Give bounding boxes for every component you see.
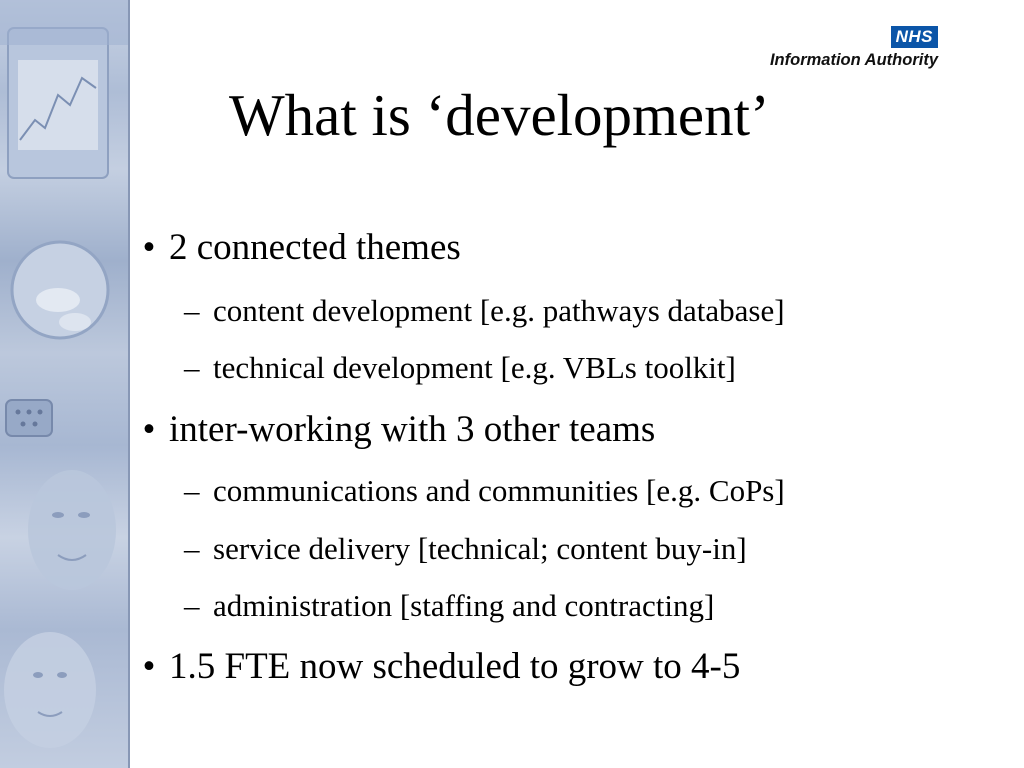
- bullet-marker: •: [142, 409, 156, 450]
- sub-bullet-item: [184, 292, 785, 330]
- sub-bullet-marker: –: [184, 350, 200, 385]
- organisation-name: Information Authority: [769, 51, 938, 69]
- bullet-marker: •: [142, 646, 156, 687]
- sub-bullet-marker: –: [184, 531, 200, 566]
- bullet-item: [129, 226, 461, 270]
- decorative-photo-strip: [0, 0, 128, 768]
- sub-bullet-item: [184, 472, 785, 510]
- sub-bullet-item: [184, 587, 714, 625]
- sub-bullet-item: [184, 530, 747, 568]
- sub-bullet-text: content development [e.g. pathways database]: [213, 293, 785, 328]
- bullet-text: inter-working with 3 other teams: [169, 409, 656, 450]
- sub-bullet-text: administration [staffing and contracting]: [213, 588, 715, 623]
- slide-title: What is ‘development’: [229, 82, 770, 148]
- sub-bullet-item: [184, 349, 736, 387]
- sub-bullet-marker: –: [184, 293, 200, 328]
- nhs-logo: [770, 26, 938, 70]
- bullet-text: 2 connected themes: [169, 227, 461, 268]
- sub-bullet-text: service delivery [technical; content buy-in]: [213, 531, 747, 566]
- sub-bullet-text: communications and communities [e.g. CoPs]: [213, 473, 785, 508]
- sub-bullet-marker: –: [184, 588, 200, 623]
- bullet-item: [129, 645, 740, 689]
- collage-image: [0, 0, 128, 768]
- bullet-item: [129, 408, 655, 452]
- sub-bullet-marker: –: [184, 473, 200, 508]
- sub-bullet-text: technical development [e.g. VBLs toolkit]: [213, 350, 736, 385]
- bullet-marker: •: [142, 227, 156, 268]
- nhs-badge: NHS: [891, 26, 938, 48]
- bullet-text: 1.5 FTE now scheduled to grow to 4-5: [169, 646, 741, 687]
